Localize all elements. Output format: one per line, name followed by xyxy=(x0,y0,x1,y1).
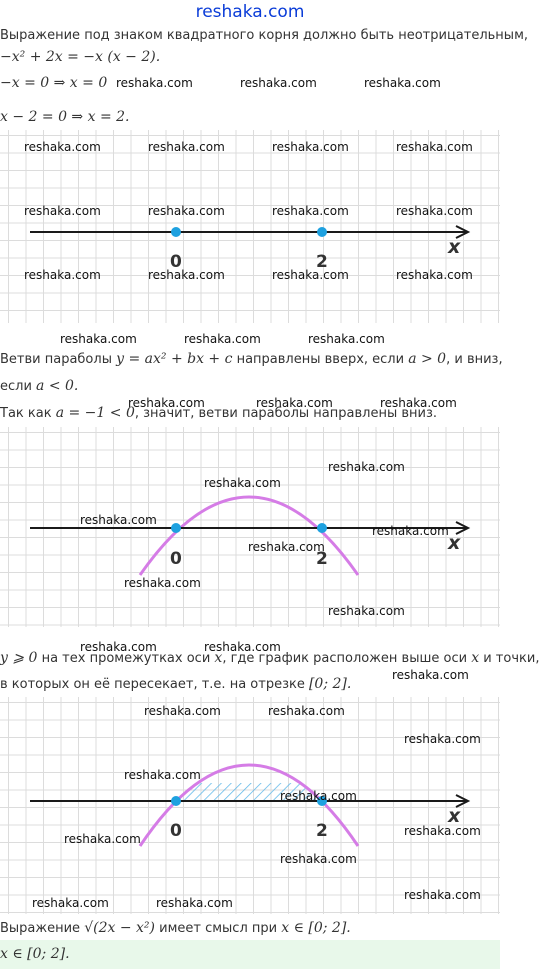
label-zero: 0 xyxy=(170,821,182,841)
watermark: reshaka.com xyxy=(60,332,137,346)
watermark: reshaka.com xyxy=(404,732,481,746)
branches-condition-line: если a < 0. xyxy=(0,378,79,394)
label-zero: 0 xyxy=(170,252,182,272)
watermark: reshaka.com xyxy=(32,896,109,910)
watermark: reshaka.com xyxy=(280,789,357,803)
label-two: 2 xyxy=(316,549,328,569)
watermark: reshaka.com xyxy=(272,204,349,218)
number-line-figure xyxy=(0,130,500,323)
answer-formula: x ∈ [0; 2]. xyxy=(0,946,70,962)
watermark: reshaka.com xyxy=(328,460,405,474)
watermark: reshaka.com xyxy=(380,396,457,410)
axis-label-x: x xyxy=(448,236,461,258)
watermark: reshaka.com xyxy=(268,704,345,718)
watermark: reshaka.com xyxy=(404,888,481,902)
watermark: reshaka.com xyxy=(280,852,357,866)
watermark: reshaka.com xyxy=(364,76,441,90)
label-two: 2 xyxy=(316,252,328,272)
watermark: reshaka.com xyxy=(272,268,349,282)
axis-label-x: x xyxy=(448,532,461,554)
point-two xyxy=(317,523,327,533)
watermark: reshaka.com xyxy=(396,204,473,218)
watermark: reshaka.com xyxy=(404,824,481,838)
watermark: reshaka.com xyxy=(256,396,333,410)
watermark: reshaka.com xyxy=(124,768,201,782)
watermark: reshaka.com xyxy=(80,513,157,527)
watermark: reshaka.com xyxy=(156,896,233,910)
point-zero xyxy=(171,523,181,533)
site-title[interactable]: reshaka.com xyxy=(195,2,305,22)
label-two: 2 xyxy=(316,821,328,841)
watermark: reshaka.com xyxy=(248,540,325,554)
domain-text-line: Выражение √(2x − x²) имеет смысл при x ∈ [0; 2]. xyxy=(0,920,351,936)
watermark: reshaka.com xyxy=(204,476,281,490)
answer-box xyxy=(0,940,500,969)
nonnegative-text-line: y ⩾ 0 на тех промежутках оси x, где график расположен выше оси x и точки, xyxy=(0,650,539,666)
axis-label-x: x xyxy=(448,805,461,827)
intro-text: Выражение под знаком квадратного корня должно быть неотрицательным, xyxy=(0,28,529,43)
watermark: reshaka.com xyxy=(148,268,225,282)
watermark: reshaka.com xyxy=(372,524,449,538)
factorization-formula: −x² + 2x = −x (x − 2). xyxy=(0,49,161,65)
watermark: reshaka.com xyxy=(128,396,205,410)
watermark: reshaka.com xyxy=(396,140,473,154)
watermark: reshaka.com xyxy=(328,604,405,618)
hatched-parabola-figure xyxy=(0,697,500,914)
watermark: reshaka.com xyxy=(124,576,201,590)
watermark: reshaka.com xyxy=(272,140,349,154)
root-two-formula: x − 2 = 0 ⇒ x = 2. xyxy=(0,109,130,125)
watermark: reshaka.com xyxy=(148,204,225,218)
watermark: reshaka.com xyxy=(184,332,261,346)
watermark: reshaka.com xyxy=(24,268,101,282)
watermark: reshaka.com xyxy=(396,268,473,282)
watermark: reshaka.com xyxy=(64,832,141,846)
branches-conclusion-line: Так как a = −1 < 0, значит, ветви параболы направлены вниз. xyxy=(0,405,438,421)
label-zero: 0 xyxy=(170,549,182,569)
watermark: reshaka.com xyxy=(116,76,193,90)
watermark: reshaka.com xyxy=(392,668,469,682)
watermark: reshaka.com xyxy=(144,704,221,718)
point-two xyxy=(317,227,327,237)
watermark: reshaka.com xyxy=(148,140,225,154)
watermark: reshaka.com xyxy=(308,332,385,346)
branches-text-line: Ветви параболы y = ax² + bx + c направлены вверх, если a > 0, и вниз, xyxy=(0,351,503,367)
interval-text-line: в которых он её пересекает, т.е. на отрезке [0; 2]. xyxy=(0,676,352,692)
point-zero xyxy=(171,227,181,237)
watermark: reshaka.com xyxy=(240,76,317,90)
watermark: reshaka.com xyxy=(80,640,157,654)
root-one-formula: −x = 0 ⇒ x = 0 xyxy=(0,75,108,91)
watermark: reshaka.com xyxy=(204,640,281,654)
watermark: reshaka.com xyxy=(24,204,101,218)
point-zero xyxy=(171,796,181,806)
watermark: reshaka.com xyxy=(24,140,101,154)
